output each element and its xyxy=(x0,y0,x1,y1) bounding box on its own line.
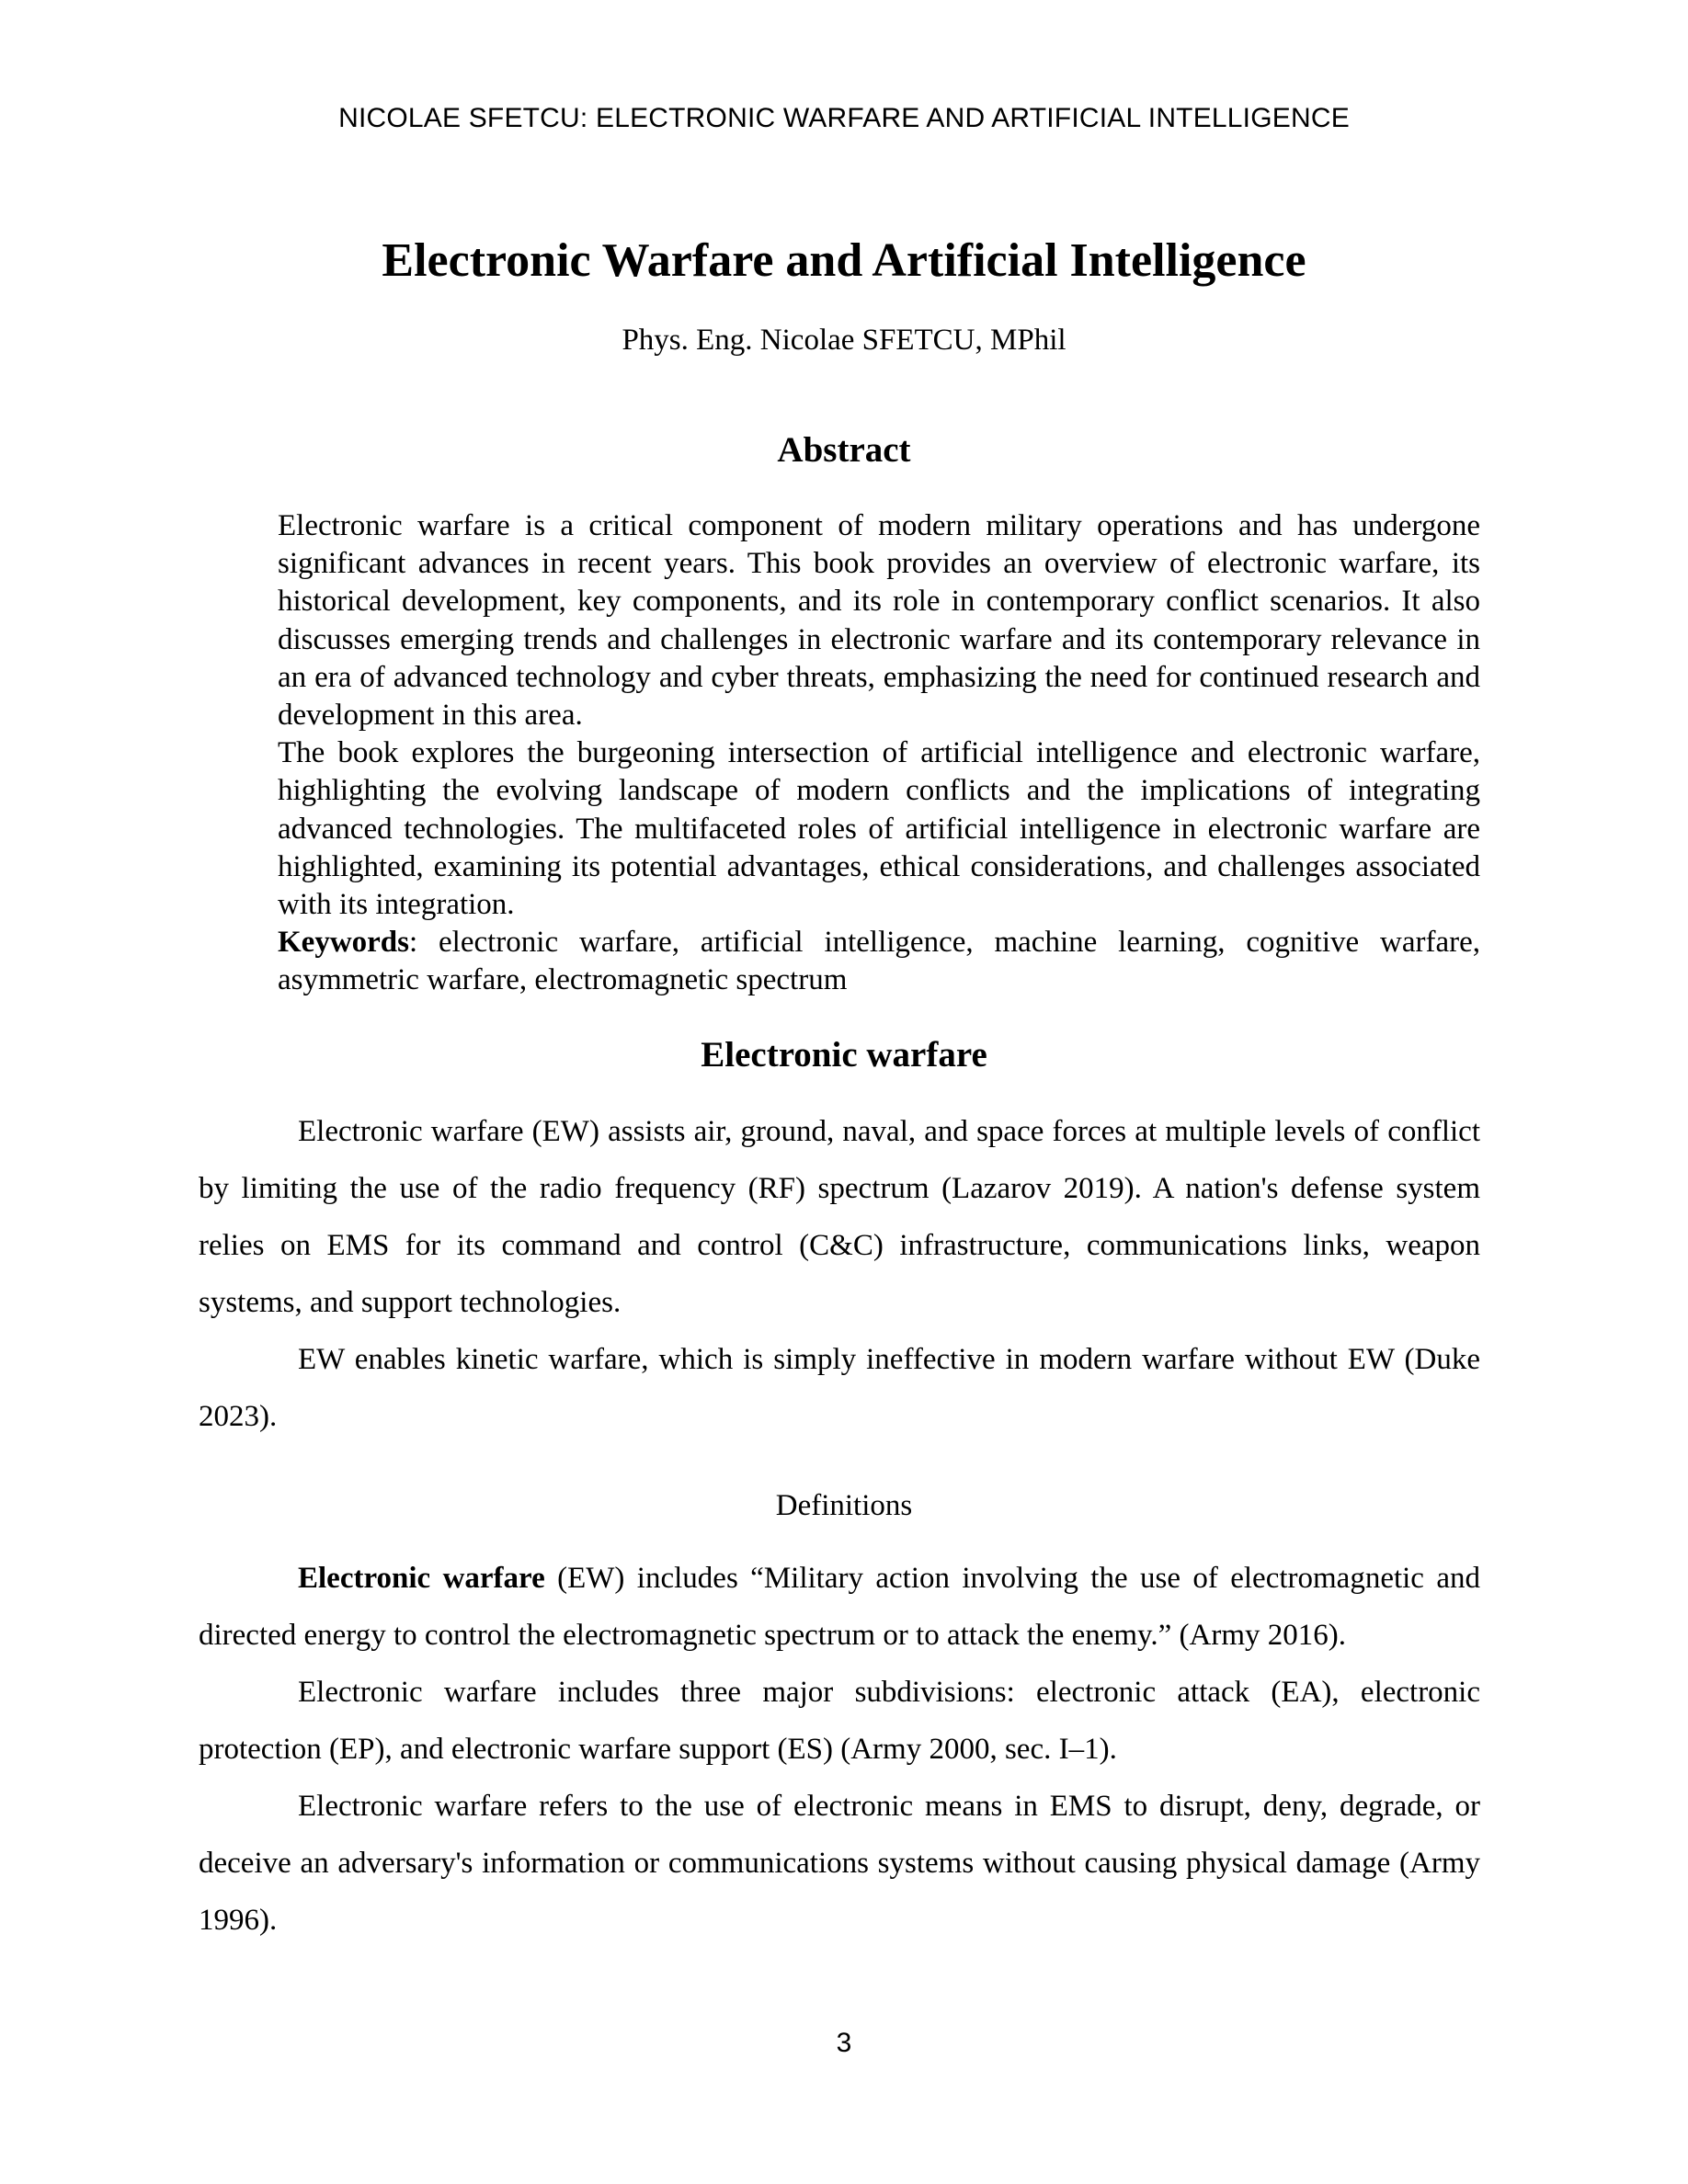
definitions-subheading: Definitions xyxy=(775,1489,913,1522)
page-number: 3 xyxy=(836,2028,852,2058)
body-paragraph: Electronic warfare (EW) assists air, ground, naval, and space forces at multiple levels of conflict by limiting the use of the radio frequency (RF) spectrum (Lazarov 2019). A nation's defense system relies on EMS for its command and control (C&C) infrastructure, communications links, weapon systems, and support technologies. xyxy=(199,1115,1480,1319)
body-paragraph xyxy=(199,1550,1480,1664)
definitions-body xyxy=(199,1550,1480,1949)
abstract-heading: Abstract xyxy=(777,430,911,470)
document-title: Electronic Warfare and Artificial Intelligence xyxy=(382,234,1306,287)
abstract-paragraph: Electronic warfare is a critical component of modern military operations and has undergone significant advances in recent years. This book provides an overview of electronic warfare, its historical development, key components, and its role in contemporary conflict scenarios. It also discusses emerging trends and challenges in electronic warfare and its contemporary relevance in an era of advanced technology and cyber threats, emphasizing the need for continued research and development in this area. xyxy=(278,509,1480,733)
abstract-paragraph: The book explores the burgeoning intersection of artificial intelligence and electronic warfare, highlighting the evolving landscape of modern conflicts and the implications of integrating advanced technologies. The multifaceted roles of artificial intelligence in electronic warfare are highlighted, examining its potential advantages, ethical considerations, and challenges associated with its integration. xyxy=(278,736,1480,922)
keywords-label: Keywords xyxy=(278,926,409,960)
running-header: NICOLAE SFETCU: ELECTRONIC WARFARE AND ARTIFICIAL INTELLIGENCE xyxy=(338,103,1350,133)
keywords-line xyxy=(278,924,1480,999)
body-paragraph: EW enables kinetic warfare, which is simply ineffective in modern warfare without EW (Duke 2023). xyxy=(199,1343,1480,1433)
author-line: Phys. Eng. Nicolae SFETCU, MPhil xyxy=(622,324,1066,357)
defined-term: Electronic warfare xyxy=(298,1562,545,1595)
keywords-text: : electronic warfare, artificial intelligence, machine learning, cognitive warfare, asymmetric warfare, electromagnetic spectrum xyxy=(278,926,1480,997)
section-heading: Electronic warfare xyxy=(701,1035,987,1075)
definition-text: (EW) includes “Military action involving the use of electromagnetic and directed energy to control the electromagnetic spectrum or to attack the enemy.” (Army 2016). xyxy=(199,1562,1480,1652)
body-paragraph: Electronic warfare includes three major subdivisions: electronic attack (EA), electronic protection (EP), and electronic warfare support (ES) (Army 2000, sec. I–1). xyxy=(199,1676,1480,1766)
section-body xyxy=(199,1103,1480,1445)
abstract-body xyxy=(278,507,1480,1000)
body-paragraph: Electronic warfare refers to the use of electronic means in EMS to disrupt, deny, degrade, or deceive an adversary's information or communications systems without causing physical damage (Army 1996). xyxy=(199,1790,1480,1937)
